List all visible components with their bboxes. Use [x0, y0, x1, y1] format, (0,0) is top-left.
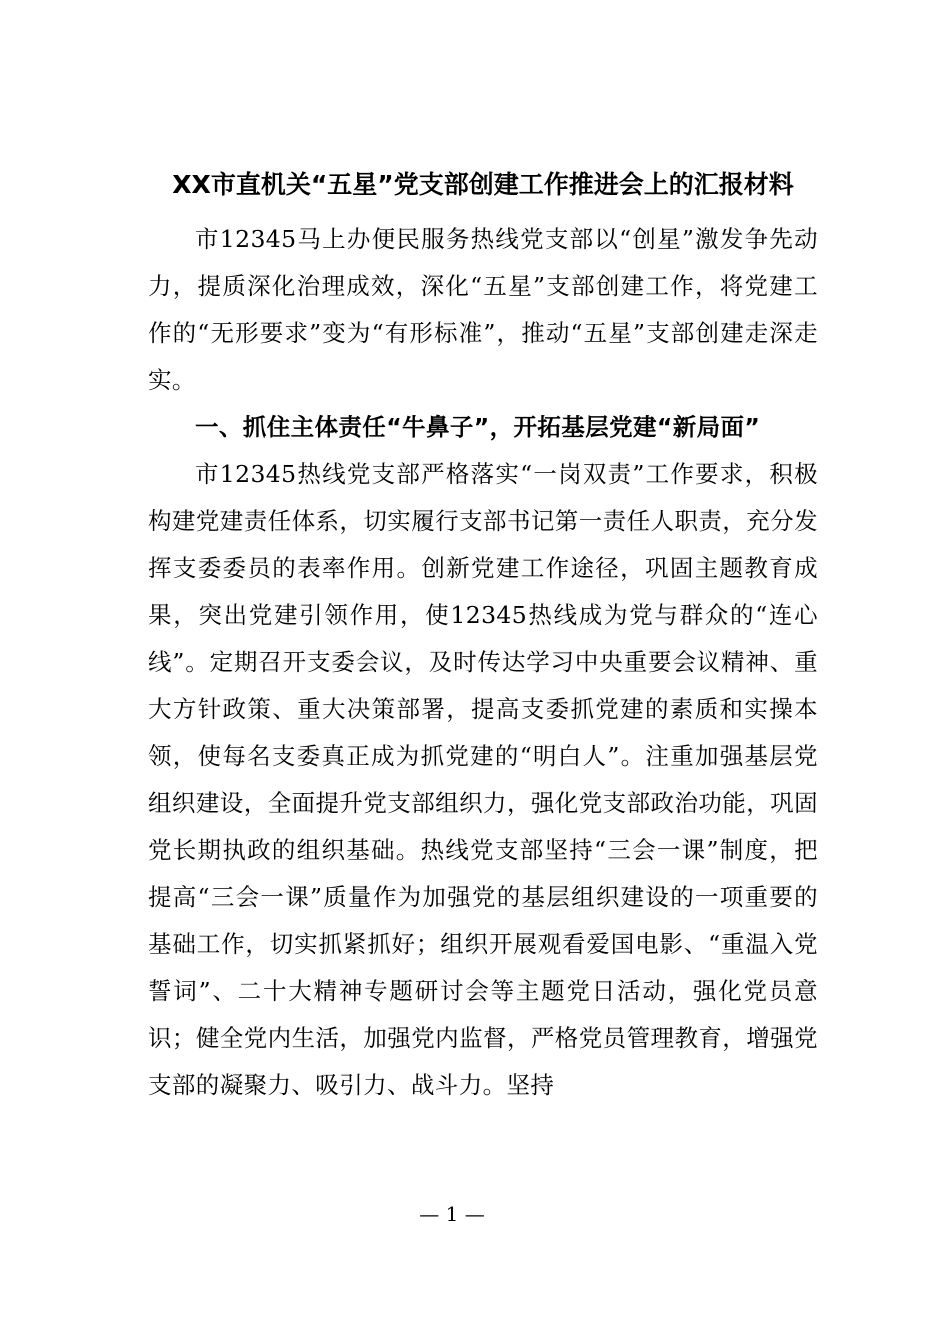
- section-heading-1: 一、抓住主体责任“牛鼻子”，开拓基层党建“新局面”: [195, 412, 761, 441]
- page-title: XX市直机关“五星”党支部创建工作推进会上的汇报材料: [172, 170, 794, 199]
- page-number: — 1 —: [419, 1202, 485, 1226]
- paragraph-section-1-body: 市12345热线党支部严格落实“一岗双责”工作要求，积极构建党建责任体系，切实履行支部书记第一责任人职责，充分发挥支委委员的表率作用。创新党建工作途径，巩固主题教育成果，突出党建引领作用，使12345热线成为党与群众的“连心线”。定期召开支委会议，及时传达学习中央重要会议精神、重大方针政策、重大决策部署，提高支委抓党建的素质和实操本领，使每名支委真正成为抓党建的“明白人”。注重加强基层党组织建设，全面提升党支部组织力，强化党支部政治功能，巩固党长期执政的组织基础。热线党支部坚持“三会一课”制度，把提高“三会一课”质量作为加强党的基层组织建设的一项重要的基础工作，切实抓紧抓好；组织开展观看爱国电影、“重温入党誓词”、二十大精神专题研讨会等主题党日活动，强化党员意识；健全党内生活，加强党内监督，严格党员管理教育，增强党支部的凝聚力、吸引力、战斗力。坚持: [148, 459, 818, 1099]
- document-body: [148, 168, 818, 1109]
- paragraph-intro: 市12345马上办便民服务热线党支部以“创星”激发争先动力，提质深化治理成效，深化“五星”支部创建工作，将党建工作的“无形要求”变为“有形标准”，推动“五星”支部创建走深走实。: [148, 224, 818, 394]
